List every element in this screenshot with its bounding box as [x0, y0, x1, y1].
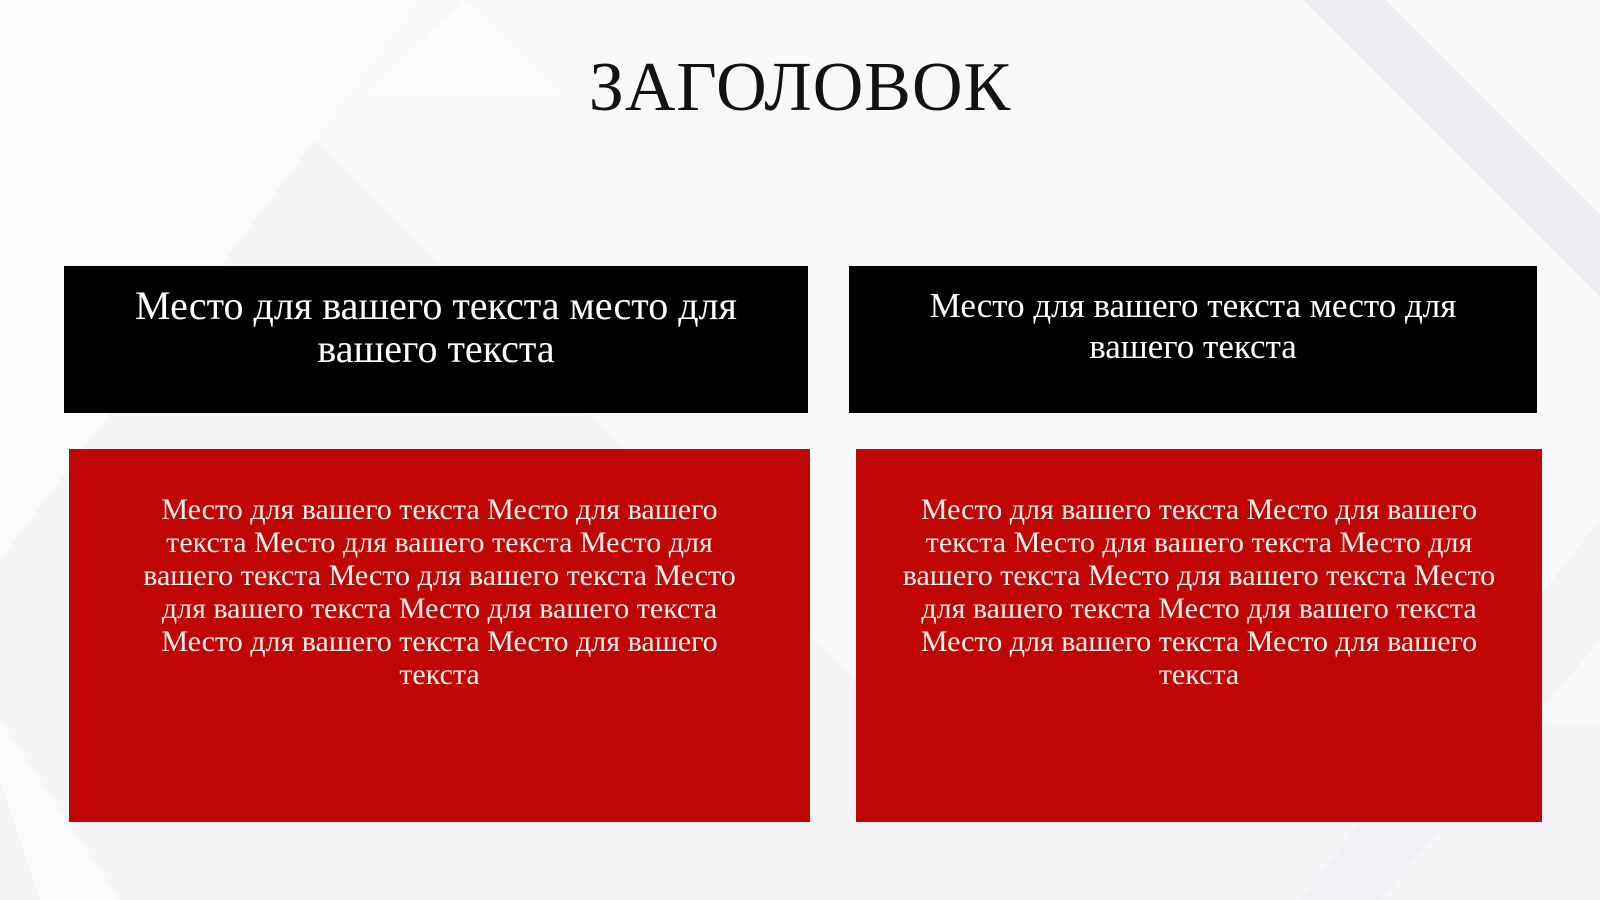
right-body-text: Место для вашего текста Место для вашего текста Место для вашего текста Место для вашего текста Место для вашего текста Место для вашего текста Место для вашего текста Место для вашего текста Место для вашего текста: [902, 493, 1496, 691]
left-body-box: [69, 449, 810, 822]
left-header-box: [64, 266, 808, 413]
left-body-text: Место для вашего текста Место для вашего текста Место для вашего текста Место для вашего текста Место для вашего текста Место для вашего текста Место для вашего текста Место для вашего текста Место для вашего текста: [143, 493, 736, 691]
left-header-text: Место для вашего текста место для вашего текста: [135, 283, 737, 371]
slide-title: ЗАГОЛОВОК: [588, 49, 1012, 126]
right-body-box: [856, 449, 1542, 822]
right-header-text: Место для вашего текста место для вашего текста: [929, 286, 1457, 366]
right-header-box: [849, 266, 1537, 413]
